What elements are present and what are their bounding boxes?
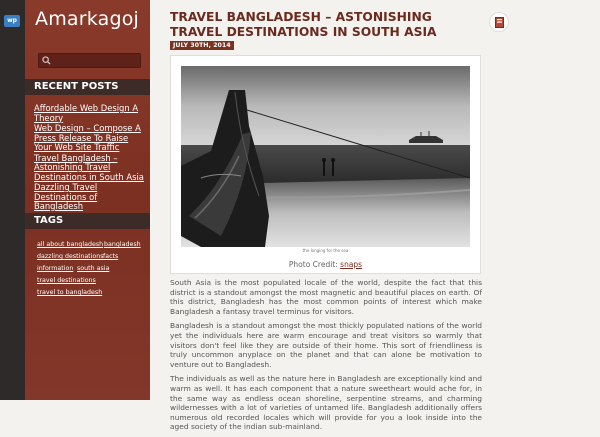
recent-posts-list [34,104,146,213]
post-paragraph: The individuals as well as the nature here in Bangladesh are exceptionally kind and warm as well. It has each component that a nature sweetheart would ache for, in the same way as endless ocean shoreline, serpentine streams, and charming wildernesses with a lot of varieties of untamed life. Bangladesh additionally offers numerous old recorded locales which will provide for you a look inside into the aged society of the indian sub-mainland. [170,374,482,432]
recent-post-link[interactable]: Dazzling Travel Destinations of Bangladesh [34,182,98,211]
post-image-frame [170,55,481,274]
main-content [150,0,490,432]
boat-photo[interactable] [181,66,470,247]
tag-link[interactable]: travel to bangladesh [37,289,103,296]
image-caption: the longing for the sea [302,248,349,253]
recent-post-link[interactable]: Affordable Web Design A Theory [34,103,139,123]
credit-label: Photo Credit: [288,260,338,269]
search-input[interactable] [38,53,141,68]
book-icon [495,17,504,28]
credit-link[interactable]: snaps [340,260,363,269]
sidebar [25,0,150,400]
tag-link[interactable]: bangladesh [104,241,141,248]
post-paragraph: South Asia is the most populated locale of the world, despite the fact that this district is a standout amongst the most magnetic and beautiful places on earth. Of this district, Bangladesh has the most common points of interest which make Bangladesh a fantasy travel terminus for visitors. [170,278,482,316]
recent-post-link[interactable]: Web Design – Compose A Press Release To Raise Your Web Site Traffic [34,123,141,152]
post-title[interactable]: TRAVEL BANGLADESH – ASTONISHING TRAVEL DESTINATIONS IN SOUTH ASIA [170,10,437,39]
post-date: JULY 30TH, 2014 [170,41,234,50]
tag-link[interactable]: south asia [77,265,110,272]
post-paragraph: Bangladesh is a standout amongst the most thickly populated nations of the world yet the individuals here are warm encourage and treat visitors so warmly that visitors don't feel like they are outside of their home. This sort of friendliness is truly uncommon anyplace on the planet and that can alone be motivation to venture out to Bangladesh. [170,321,482,369]
tag-link[interactable]: information [37,265,74,272]
share-button[interactable] [489,12,509,32]
recent-post-link[interactable]: Travel Bangladesh – Astonishing Travel Destinations in South Asia [34,152,144,182]
tag-link[interactable]: facts [103,253,119,260]
photo-credit [171,260,480,269]
tag-link[interactable]: all about bangladesh [37,241,104,248]
recent-posts-heading: RECENT POSTS [25,79,150,95]
search-icon [42,56,51,65]
wp-logo-icon[interactable]: wp [4,15,20,27]
tags-heading: TAGS [25,213,150,229]
tag-link[interactable]: dazzling destinations [37,253,104,260]
post-content [170,278,482,437]
admin-strip [0,0,25,400]
site-title[interactable]: Amarkagoj [35,8,140,30]
tag-link[interactable]: travel destinations [37,277,96,284]
